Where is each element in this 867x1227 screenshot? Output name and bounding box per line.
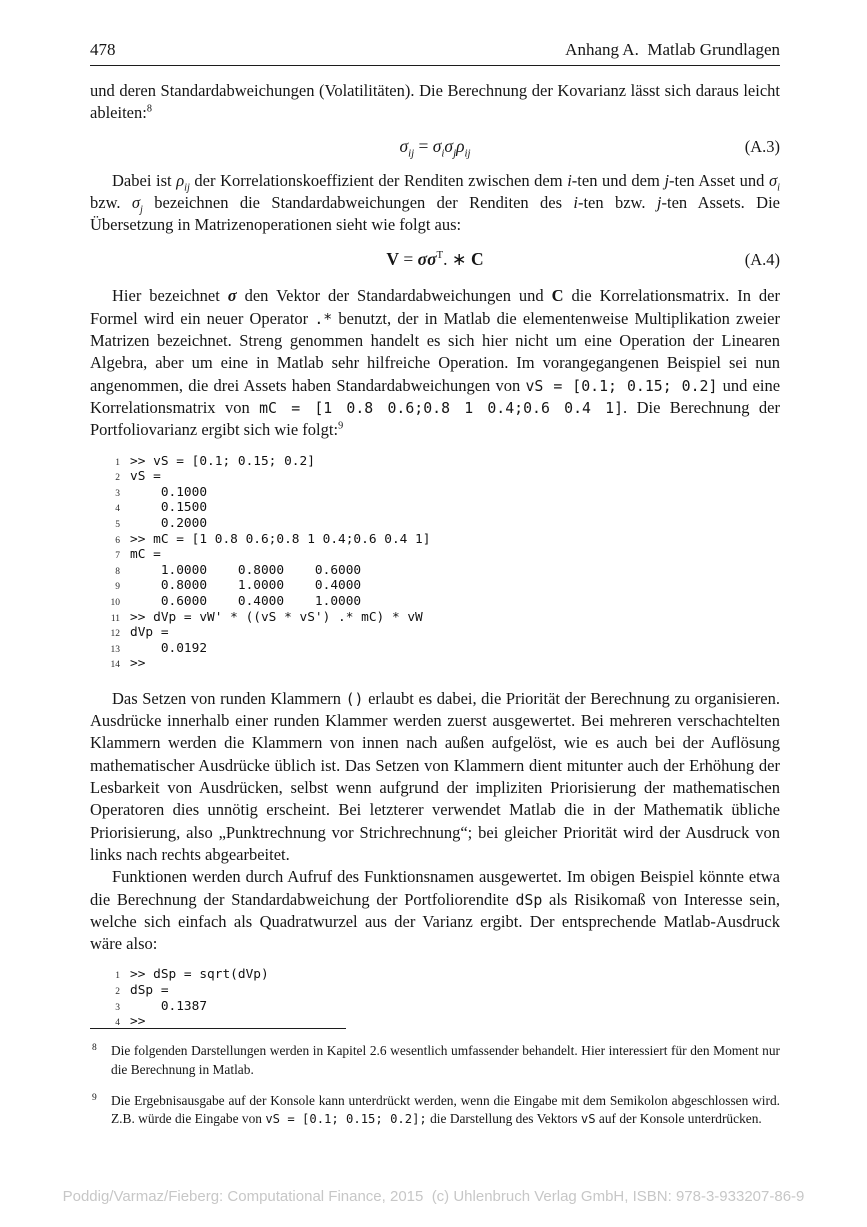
code-text: >> <box>130 656 146 672</box>
code-line <box>105 1000 780 1016</box>
running-head-title: Anhang A. Matlab Grundlagen <box>565 40 780 59</box>
line-number: 6 <box>115 535 120 546</box>
code-text: >> dSp = sqrt(dVp) <box>130 967 269 983</box>
code-line <box>105 657 780 673</box>
text-segment: = <box>399 249 418 270</box>
code-text: vS = <box>130 469 161 485</box>
text-segment: bzw. <box>90 192 132 212</box>
code-line <box>105 533 780 549</box>
code-line <box>105 501 780 517</box>
line-number: 2 <box>115 987 120 998</box>
code-text: 1.0000 0.8000 0.6000 <box>130 562 362 578</box>
line-number: 14 <box>110 660 120 671</box>
page-number: 478 <box>90 40 116 59</box>
text-segment: Dabei ist <box>112 170 177 190</box>
text-segment: -ten und dem <box>571 170 665 190</box>
equation-a4-body <box>386 249 483 269</box>
footnote-9 <box>90 1092 780 1130</box>
inline-code: vS = [0.1; 0.15; 0.2]; <box>265 1112 427 1127</box>
inline-code: .* <box>314 309 333 328</box>
text-segment: benutzt, der in Matlab die elementenweise Multiplikation zweier Matrizen bezeichnet. Streng genommen handelt es sich hier nicht um eine Operation der Linearen Algebra, aber um eine in Matlab sehr hilfreiche Operation. Im vorangegangenen Beispiel sei nun angenommen, die drei Assets haben Standardabweichungen von <box>90 308 781 395</box>
text-segment: σσ <box>417 249 437 270</box>
paragraph-operator <box>90 285 780 441</box>
text-segment: Die Ergebnisausgabe auf der Konsole kann unterdrückt werden, wenn die Eingabe mit dem Semikolon abgeschlossen wird. Z.B. würde die Eingabe von <box>111 1092 780 1127</box>
code-text: 0.1387 <box>130 998 208 1014</box>
matlab-listing-portfolio-variance <box>90 455 780 673</box>
line-number: 3 <box>115 488 120 499</box>
code-text: 0.8000 1.0000 0.4000 <box>130 578 362 594</box>
text-segment: i <box>567 170 572 190</box>
code-line <box>105 626 780 642</box>
code-line <box>105 548 780 564</box>
code-text: 0.1500 <box>130 500 208 516</box>
text-segment: erlaubt es dabei, die Priorität der Berechnung zu organisieren. Ausdrücke innerhalb einer runden Klammer werden zuerst ausgewertet. Bei mehreren verschachtelten Klammern werden die Klammern von innen nach außen aufgelöst, wie es auch bei der Auflösung mathematischer Ausdrücke üblich ist. Das Setzen von Klammern dient mitunter auch der Erhöhung der Lesbarkeit von Ausdrücken, selbst wenn aufgrund der impliziten Priorisierung der mathematischen Operatoren dies unnötig erscheint. Bei letzterer verwendet Matlab die in der Mathematik übliche Priorisierung, also „Punktrechnung vor Strichrechnung“; bei gleicher Priorität wird der Ausdruck von links nach rechts abgearbeitet. <box>90 688 780 864</box>
text-segment: -ten Asset und <box>669 170 770 190</box>
text-segment: σ <box>131 192 141 212</box>
footnote-rule <box>90 1028 346 1029</box>
matlab-listing-sqrt <box>90 968 780 1030</box>
footnote-section <box>90 1028 780 1141</box>
text-segment: σ <box>432 135 442 156</box>
inline-code: dSp <box>515 890 543 909</box>
code-text: 0.1000 <box>130 484 208 500</box>
text-segment: = <box>414 135 433 156</box>
inline-code: vS <box>580 1112 596 1127</box>
code-text: dSp = <box>130 983 169 999</box>
text-segment: C <box>551 286 564 306</box>
line-number: 2 <box>115 473 120 484</box>
line-number: 12 <box>110 629 120 640</box>
text-segment: j <box>453 147 457 160</box>
equation-a4 <box>90 249 780 270</box>
code-line <box>105 486 780 502</box>
line-number: 11 <box>110 613 120 624</box>
text-segment: als Risikomaß von Interesse sein, welche sich einfach als Quadratwurzel aus der Varianz ergibt. Der entsprechende Matlab-Ausdruck wäre also: <box>90 889 781 954</box>
footnote-8 <box>90 1042 780 1080</box>
copyright-footer: Poddig/Varmaz/Fieberg: Computational Finance, 2015 (c) Uhlenbruch Verlag GmbH, ISBN: 978-3-933207-86-9 <box>62 1188 805 1205</box>
text-segment: Hier bezeichnet <box>112 286 228 306</box>
line-number: 5 <box>115 519 120 530</box>
equation-a3-tag: (A.3) <box>744 136 780 156</box>
line-number: 9 <box>115 582 120 593</box>
text-segment: die Korrelationsmatrix. In der Formel wird ein neuer Operator <box>90 286 780 328</box>
text-segment: -ten Assets. Die Übersetzung in Matrizenoperationen sieht wie folgt aus: <box>90 192 780 235</box>
footnote-ref: 9 <box>338 420 344 432</box>
page-header <box>90 40 780 60</box>
text-segment: und eine Korrelationsmatrix von <box>90 375 781 417</box>
code-text: >> mC = [1 0.8 0.6;0.8 1 0.4;0.6 0.4 1] <box>130 531 431 547</box>
text-segment: i <box>441 147 445 160</box>
line-number: 13 <box>110 644 120 655</box>
text-segment: Funktionen werden durch Aufruf des Funktionsnamen ausgewertet. Im obigen Beispiel könnte etwa die Berechnung der Standardabweichung der Portfoliorendite <box>90 867 780 909</box>
paragraph-brackets <box>90 688 780 866</box>
text-segment: σ <box>227 286 237 306</box>
code-line <box>105 642 780 658</box>
text-segment: den Vektor der Standardabweichungen und <box>236 286 552 306</box>
code-line <box>105 611 780 627</box>
text-segment: i <box>777 181 780 193</box>
header-rule <box>90 65 780 66</box>
line-number: 8 <box>115 566 120 577</box>
footnote-ref: T <box>436 249 444 262</box>
text-segment: -ten bzw. <box>577 192 657 212</box>
equation-a4-tag: (A.4) <box>744 250 780 270</box>
text-segment: ij <box>408 147 415 160</box>
text-segment: ij <box>464 147 471 160</box>
text-segment: die Darstellung des Vektors <box>426 1111 581 1127</box>
paragraph-intro <box>90 80 780 125</box>
inline-code: vS = [0.1; 0.15; 0.2] <box>525 376 718 395</box>
code-text: >> dVp = vW' * ((vS * vS') .* mC) * vW <box>130 609 423 625</box>
line-number: 1 <box>115 971 120 982</box>
code-line <box>105 579 780 595</box>
line-number: 3 <box>115 1002 120 1013</box>
text-segment: Das Setzen von runden Klammern <box>112 688 346 708</box>
line-number: 7 <box>115 551 120 562</box>
code-line <box>105 968 780 984</box>
footnote-ref: 8 <box>146 103 152 115</box>
text-segment: C <box>470 249 484 270</box>
text-segment: σ <box>399 135 409 156</box>
footnote-8-marker: 8 <box>92 1043 97 1053</box>
text-segment: und deren Standardabweichungen (Volatilitäten). Die Berechnung der Kovarianz lässt sich daraus leicht ableiten: <box>90 81 780 123</box>
text-segment: . Die Berechnung der Portfoliovarianz ergibt sich wie folgt: <box>90 397 780 440</box>
text-segment: V <box>386 249 400 270</box>
paragraph-functions <box>90 866 780 955</box>
text-segment: auf der Konsole unterdrücken. <box>595 1111 762 1127</box>
equation-a3 <box>90 135 780 160</box>
code-line <box>105 564 780 580</box>
text-segment: j <box>656 192 662 212</box>
footnote-9-marker: 9 <box>92 1092 97 1103</box>
code-line <box>105 517 780 533</box>
footnote-9-text <box>111 1093 780 1127</box>
text-segment: j <box>140 204 143 216</box>
code-line <box>105 455 780 471</box>
code-text: 0.0192 <box>130 640 208 656</box>
code-text: 0.2000 <box>130 515 208 531</box>
equation-a3-body <box>399 135 471 160</box>
text-segment: i <box>573 192 578 212</box>
line-number: 10 <box>110 597 120 608</box>
code-text: 0.6000 0.4000 1.0000 <box>130 593 362 609</box>
text-segment: der Korrelationskoeffizient der Renditen zwischen dem <box>189 170 568 190</box>
text-segment: j <box>664 170 670 190</box>
code-text: >> <box>130 1014 146 1030</box>
text-segment: σ <box>769 170 778 190</box>
code-line <box>105 470 780 486</box>
text-segment: ρ <box>176 170 185 190</box>
inline-code: () <box>345 689 364 708</box>
code-text: dVp = <box>130 625 169 641</box>
text-segment: ρ <box>456 135 465 156</box>
code-text: >> vS = [0.1; 0.15; 0.2] <box>130 453 315 469</box>
text-segment: bezeichnen die Standardabweichungen der Renditen des <box>142 192 574 212</box>
line-number: 4 <box>115 504 120 515</box>
code-line <box>105 984 780 1000</box>
line-number: 1 <box>115 457 120 468</box>
text-segment: Die folgenden Darstellungen werden in Kapitel 2.6 wesentlich umfassender behandelt. Hier interessiert für den Moment nur die Berechnung in Matlab. <box>111 1043 780 1077</box>
text-segment: ij <box>184 181 190 193</box>
text-segment: σ <box>444 135 454 156</box>
footnote-8-text <box>111 1043 780 1077</box>
line-number: 4 <box>115 1018 120 1029</box>
text-segment: . ∗ <box>443 249 471 270</box>
code-line <box>105 595 780 611</box>
inline-code: mC = [1 0.8 0.6;0.8 1 0.4;0.6 0.4 1] <box>259 398 624 417</box>
paragraph-correlation <box>90 170 780 237</box>
code-text: mC = <box>130 547 161 563</box>
